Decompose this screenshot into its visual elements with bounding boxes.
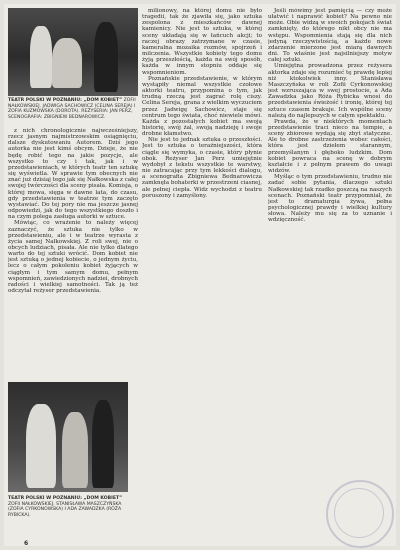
top-caption-text: ZOFII NAŁKOWSKIEJ. JADWIGA SACHOWICZ (CELINA SEREJA) I ZOFIA KUZMOWSKA (DOROTA). REŻYSERIA: JAN PERZ, SCENOGRAFIA: ZBIGNIEW BEDNAROWICZ. [8,98,136,120]
theatre-photo-top [8,8,138,96]
text-column-1 [8,128,138,380]
col3-paragraph: Jeśli mówimy jest pamięcią — czy może ułatwić i naprawić kobiet? Na pewno nie może. Obie widzą w swoich pokojach świat zamknięty, do którego nikt obcy nie ma wstępu. Wspomnienia stają się dla nich jedyną rzeczywistością, a każde nowe zdarzenie mierzone jest miarą dawnych dni. To właśnie jest najsilniejszy motyw całej sztuki. [268,8,392,64]
page-number: 6 [24,540,29,547]
library-stamp [326,480,394,548]
bottom-photo-caption [8,496,128,518]
col3-paragraph: Myśląc o tym przedstawieniu, trudno nie zadać sobie pytania, dlaczego sztuki Nałkowskiej tak rzadko goszczą na naszych scenach. Poznański teatr przypomniał, że jest to dramaturgia żywa, pełna psychologicznej prawdy i wielkiej kultury słowa. Należy mu się za to uznanie i wdzięczność. [268,174,392,224]
top-caption-lead: TEATR POLSKI W POZNANIU: „DOM KOBIET” [8,98,123,103]
theatre-photo-bottom [8,382,128,492]
col2-paragraph: Nie jest to jednak sztuka o przeszłości. Jest to sztuka o teraźniejszości, która ciągle się wymyka, o czasie, który płynie obok. Reżyser Jan Perz umiejętnie wydobył z tekstu wszystkie te warstwy, nie zatracając przy tym lekkości dialogu, a scenografia Zbigniewa Bednarowicza zamknęła bohaterki w przestrzeni ciasnej, ale pełnej ciepła. Widz wychodzi z teatru poruszony i zamyślony. [142,137,262,199]
col3-paragraph: Prawda, że w niektórych momentach przedstawienie traci nieco na tempie, a sceny zbiorowe wydają się zbyt statyczne. Ale to drobne zastrzeżenia wobec całości, która jest dziełem starannym, przemyślanym i głęboko ludzkim. Dom kobiet powraca na scenę w dobrym kształcie i z pełnym prawem do uwagi widzów. [268,118,392,175]
bottom-caption-text: ZOFII NAŁKOWSKIEJ. STANISŁAWA MASZCZYŃSKA (ZOFIA CYRKONOWSKA) I ADA ZAWADZKA (RÓŻA RYBICKA). [8,501,122,518]
col1-paragraph: Mówiąc, co wrażenie to należy więcej zaznaczyć, że sztuka nie tylko w przedstawieniu, ale i w teatrze wyrasta z życia samej Nałkowskiej. Z roli swej, nie o obcych ludziach, pisała. Ale nie tylko dlatego warto do tej sztuki wrócić. Dom kobiet nie jest sztuką o jednej kobiecie, o jednym życiu, lecz o całym pokoleniu kobiet żyjących w ciągłym i tym samym domu, pełnym wspomnień, zawiedzionych nadziei, drobnych radości i wielkiej samotności. Tak ją też odczytał reżyser przedstawienia. [8,220,138,295]
text-column-3 [268,8,392,540]
col2-paragraph: Poznańskie przedstawienie, w którym wystąpiły niemal wszystkie czołowe aktorki teatru, przypomina o tym, jak trudną rzeczą jest zagrać rolę ciszy. Celina Sereja, grana z wielkim wyczuciem przez Jadwigę Sachowicz, staje się centrum tego świata, choć niewiele mówi. Każda z pozostałych kobiet ma swoją historię, swój żal, swoją nadzieję i swoje drobne kłamstwo. [142,75,262,138]
col1-paragraph: z nich chronologicznie najwcześniejszy, rzecz jasnym najmistrzowskim osiągnięciu, dalsze dyskutowaniu Autorem. Dziś jego autorka nie jest kimś obcym. Dzieje, że nie będę robić tego na jakie pozycje, ale wszystko to czy i tak, jak i w przedstawieniach, w których teatr ten sztukę się wyświetla. W sprawie tym obecnych nie znać już dzisiaj tego jak się Nałkowska z całej swojej twórczości dla sceny pisała. Komisja, o której mowa, sięga w dawne lata, do czasu, gdy przedstawienia w teatrze tym zaczęto wystawiać. Do tej pory nie ma jeszcze jasnej odpowiedzi, jak do tego wszystkiego doszło i na czym polega zasługa autorki w sztuce. [8,128,138,221]
magazine-page [4,4,396,546]
col3-paragraph: Umiejętna prowadzona przez reżysera aktorka zdaje się rozumieć tę prawdę lepiej niż ktokolwiek inny. Stanisława Maszczyńska w roli Zofii Cyrkonowskiej jest wzruszająca w swej prostocie, a Ada Zawadzka jako Róża Rybicka wnosi do przedstawienia świeżość i ironię, której tej sztuce czasem brakuje. Ich wspólne sceny należą do najlepszych w całym spektaklu. [268,63,392,119]
text-column-2 [142,8,262,540]
top-photo-caption [8,98,138,120]
col2-paragraph: milionowy, na której domu nie było tragedii, tak że zjawiła się, jako sztuka zespolona z mieszkańców dawnej kamienicy. Nie jest to sztuka, w której sceny układają się w łańcuch akcji; to raczej obrazy zatrzymane w czasie, kameralna mozaika rozmów, spojrzeń i milczenia. Wszystkie kobiety tego domu żyją przeszłością, każda na swój sposób, każda w innym stopniu oddaje się wspomnieniom. [142,8,262,76]
bottom-caption-lead: TEATR POLSKI W POZNANIU: „DOM KOBIET” [8,496,123,501]
